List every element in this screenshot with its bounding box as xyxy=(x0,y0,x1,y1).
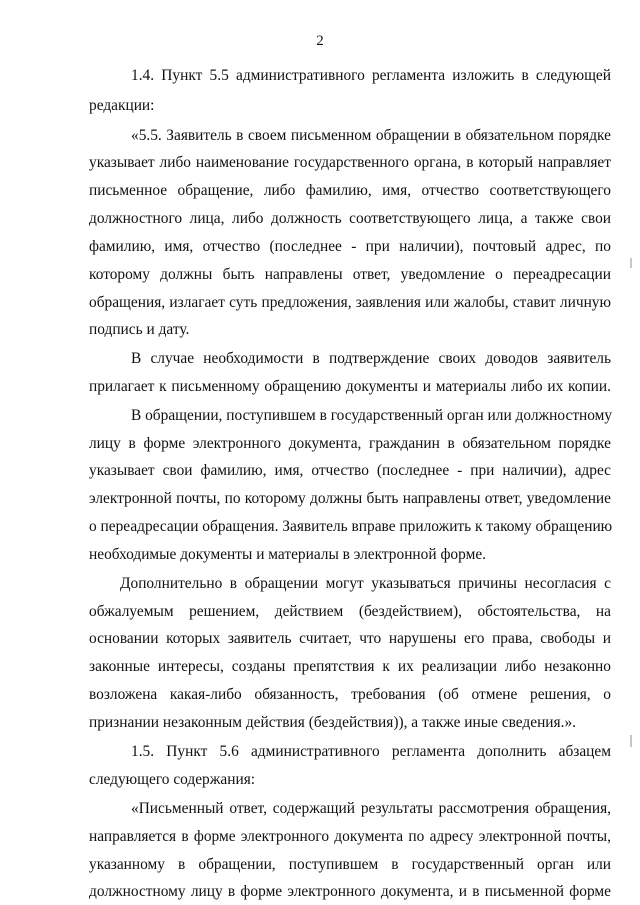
text-line: законные интересы, созданы препятствия к их реализации либо незаконно xyxy=(89,658,611,675)
page-number: 2 xyxy=(316,33,324,49)
text-line: фамилию, имя, отчество (последнее - при наличии), почтовый адрес, по xyxy=(89,238,611,255)
text-line: основании которых заявитель считает, что нарушены его права, свободы и xyxy=(89,630,611,647)
text-line: возложена какая-либо обязанность, требования (об отмене решения, о xyxy=(89,686,611,703)
text-line: признании незаконным действия (бездействия)), а также иные сведения.». xyxy=(89,714,577,731)
text-line: следующего содержания: xyxy=(89,771,256,788)
text-line: необходимые документы и материалы в электронной форме. xyxy=(89,546,486,563)
text-line: обращения, излагает суть предложения, заявления или жалобы, ставит личную xyxy=(89,294,611,311)
text-line: «Письменный ответ, содержащий результаты рассмотрения обращения, xyxy=(131,800,611,817)
text-line: должностному лицу в форме электронного документа, и в письменной форме xyxy=(89,883,611,900)
text-line: 1.4. Пункт 5.5 административного регламента изложить в следующей xyxy=(131,67,611,84)
text-line: «5.5. Заявитель в своем письменном обращении в обязательном порядке xyxy=(131,127,611,144)
text-line: Дополнительно в обращении могут указываться причины несогласия с xyxy=(120,575,611,592)
text-line: электронной почты, по которому должны быть направлены ответ, уведомление xyxy=(89,490,611,507)
text-line: прилагает к письменному обращению документы и материалы либо их копии. xyxy=(89,378,611,395)
text-line: которому должны быть направлены ответ, уведомление о переадресации xyxy=(89,266,611,283)
text-line: обжалуемым решением, действием (бездействием), обстоятельства, на xyxy=(89,603,611,620)
text-line: редакции: xyxy=(89,97,155,114)
text-line: письменное обращение, либо фамилию, имя, отчество соответствующего xyxy=(89,182,611,199)
text-line: В случае необходимости в подтверждение своих доводов заявитель xyxy=(131,350,611,367)
scan-edge-mark xyxy=(630,735,632,747)
text-line: указывает свои фамилию, имя, отчество (последнее - при наличии), адрес xyxy=(89,462,611,479)
text-line: указанному в обращении, поступившем в государственный орган или xyxy=(89,856,611,873)
text-line: указывает либо наименование государственного органа, в который направляет xyxy=(89,154,611,171)
text-line: должностного лица, либо должность соответствующего лица, а также свои xyxy=(89,210,611,227)
text-line: 1.5. Пункт 5.6 административного регламента дополнить абзацем xyxy=(131,743,611,760)
text-line: направляется в форме электронного документа по адресу электронной почты, xyxy=(89,828,611,845)
scan-edge-mark xyxy=(630,258,632,268)
text-line: подпись и дату. xyxy=(89,321,190,338)
text-line: о переадресации обращения. Заявитель вправе приложить к такому обращению xyxy=(89,518,613,535)
text-line: В обращении, поступившем в государственный орган или должностному xyxy=(131,407,613,424)
text-line: лицу в форме электронного документа, гражданин в обязательном порядке xyxy=(89,435,611,452)
